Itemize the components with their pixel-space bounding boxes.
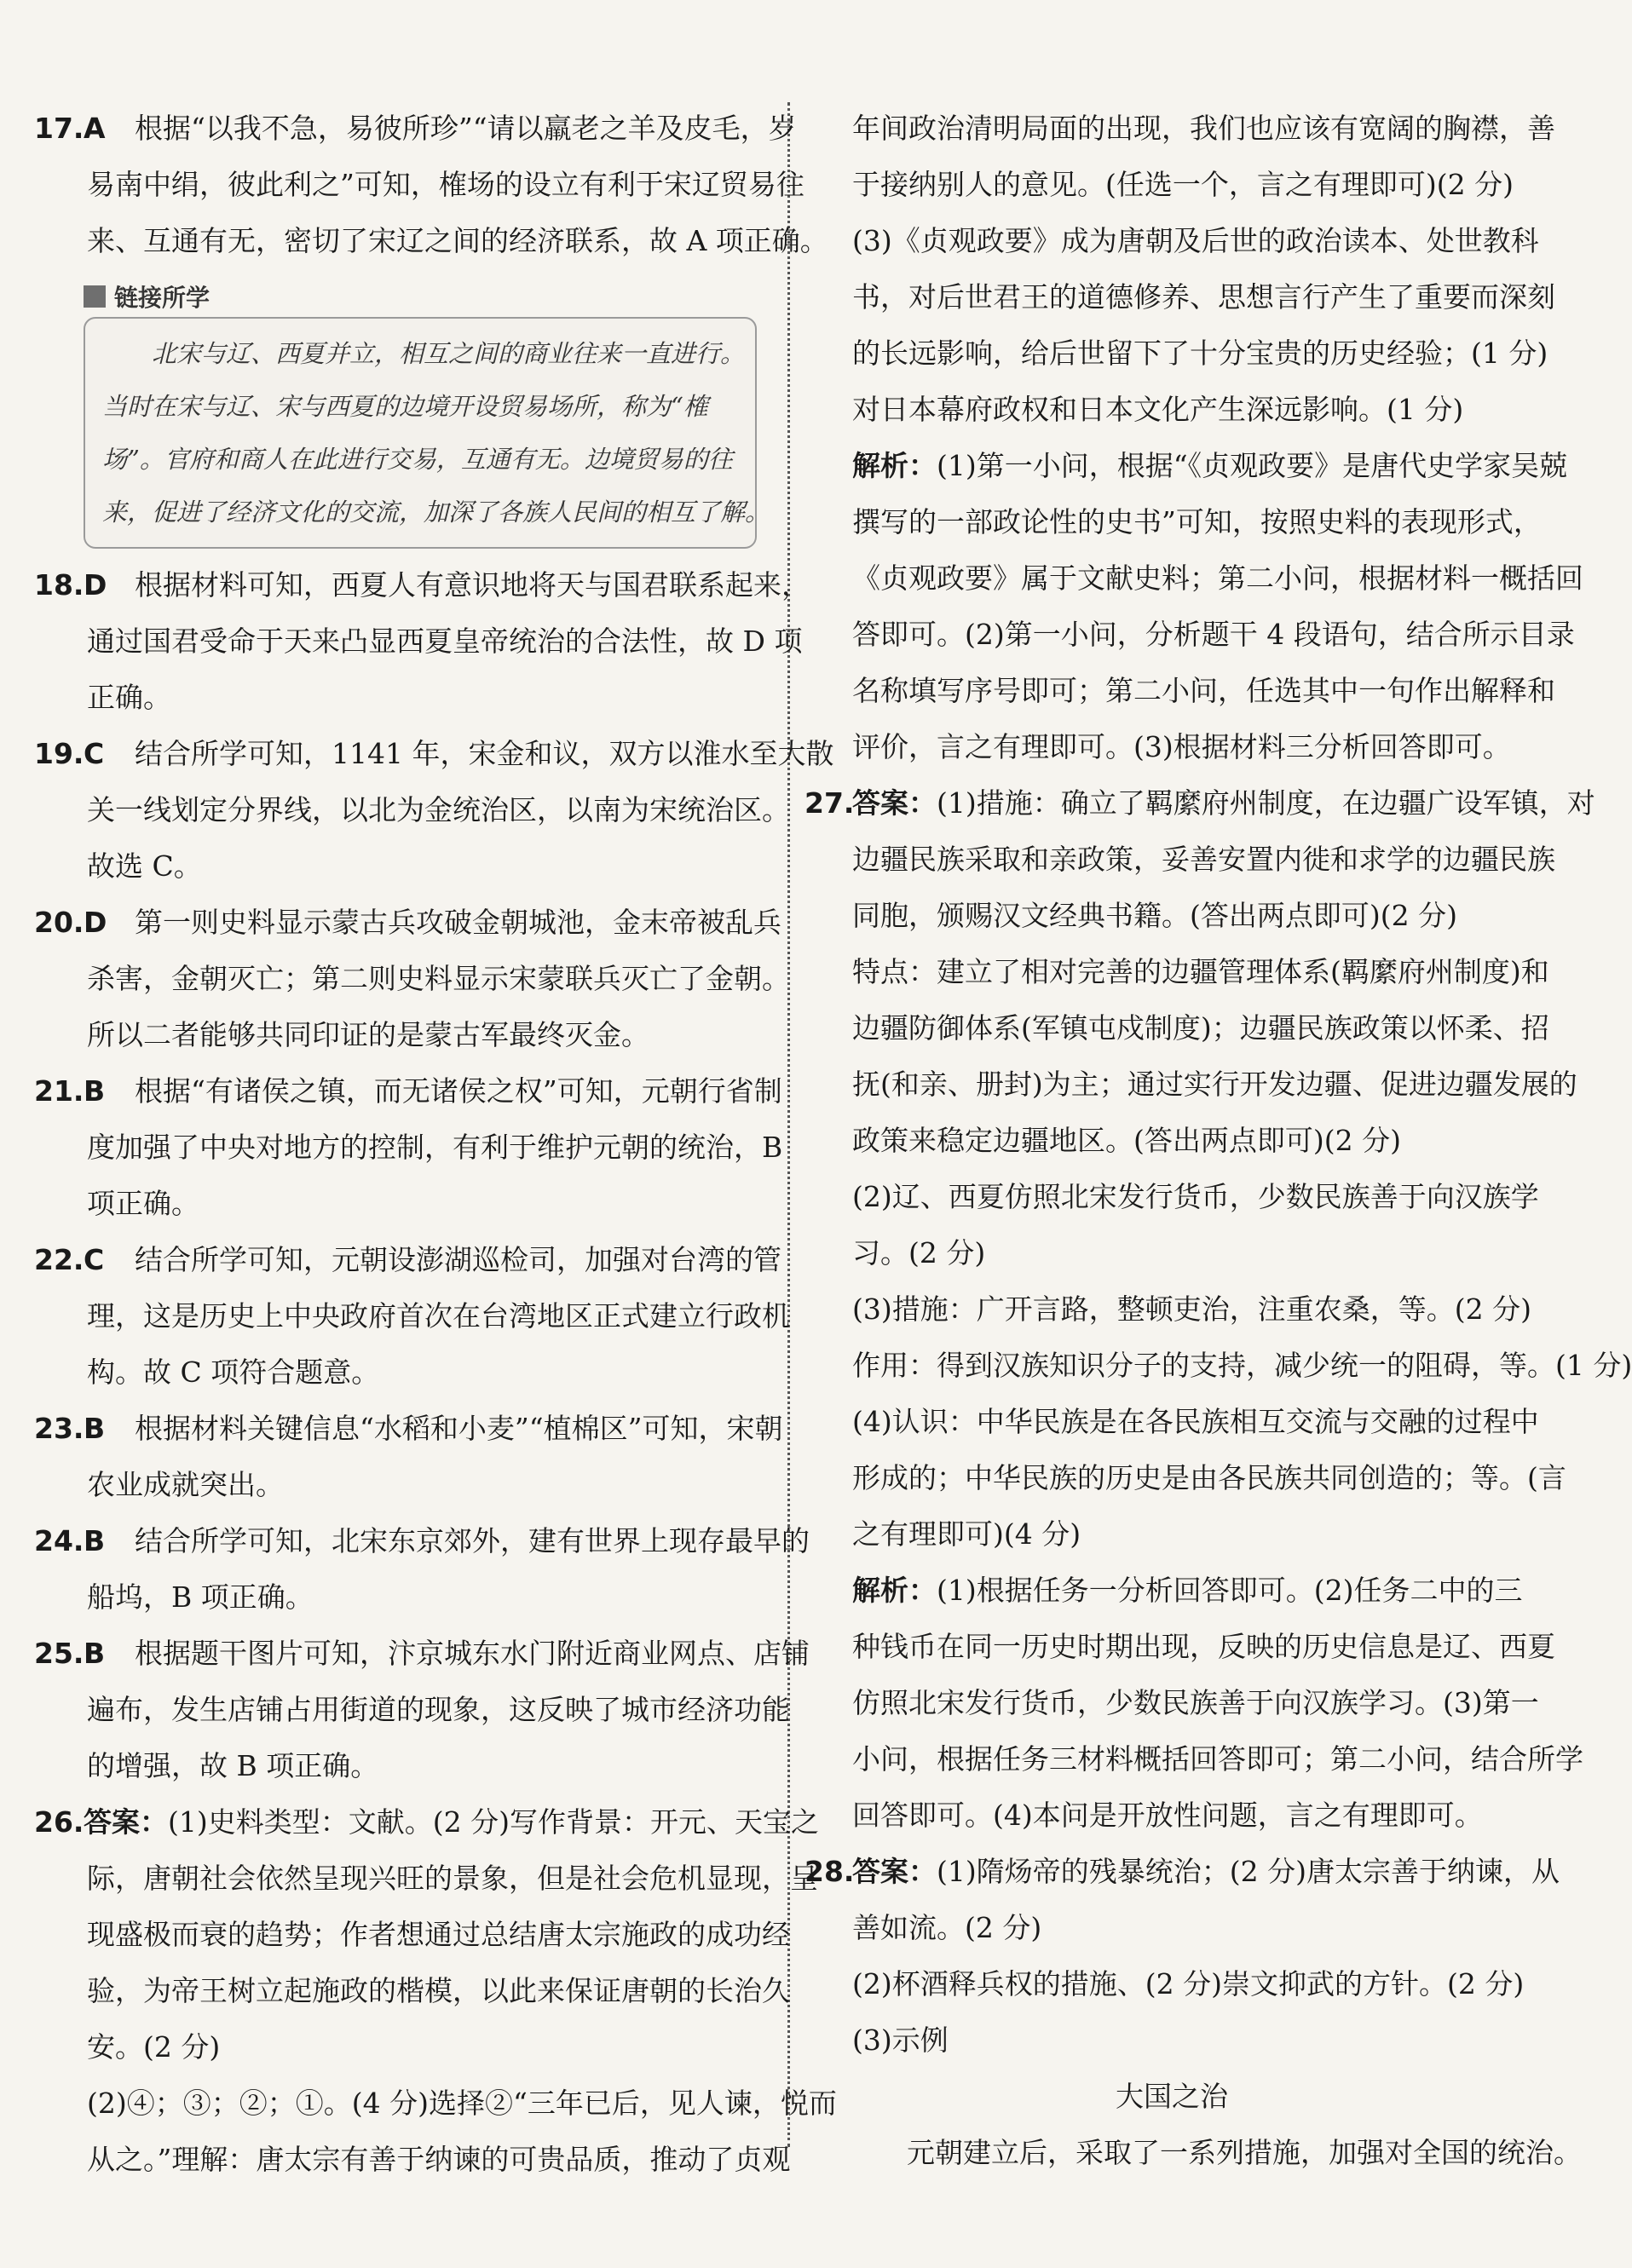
answer-text: (1)隋炀帝的残暴统治；(2 分)唐太宗善于纳谏，从 xyxy=(937,1855,1560,1888)
answer-line: 仿照北宋发行货币，少数民族善于向汉族学习。(3)第一 xyxy=(852,1686,1539,1719)
answer-line: 船坞，B 项正确。 xyxy=(87,1580,314,1614)
answer-line xyxy=(34,726,834,782)
answer-line: 际，唐朝社会依然呈现兴旺的景象，但是社会危机显现，呈 xyxy=(87,1862,818,1895)
answer-line xyxy=(34,1063,782,1120)
answer-line xyxy=(804,438,1568,494)
question-number: 19. xyxy=(34,737,84,770)
answer-text: 根据题干图片可知，汴京城东水门附近商业网点、店铺 xyxy=(135,1637,810,1670)
answer-option: A xyxy=(84,112,106,145)
question-number: 27. xyxy=(804,786,855,820)
answer-line: 来、互通有无，密切了宋辽之间的经济联系，故 A 项正确。 xyxy=(87,224,828,257)
box-line: 场”。官府和商人在此进行交易，互通有无。边境贸易的往 xyxy=(102,445,733,474)
answer-line: 回答即可。(4)本问是开放性问题，言之有理即可。 xyxy=(852,1799,1483,1832)
answer-24 xyxy=(34,1513,810,1626)
question-number: 20. xyxy=(34,906,84,939)
answer-line: 易南中绢，彼此利之”可知，榷场的设立有利于宋辽贸易往 xyxy=(87,168,804,201)
column-divider xyxy=(787,102,790,2147)
answer-25 xyxy=(34,1626,810,1794)
box-line: 当时在宋与辽、宋与西夏的边境开设贸易场所，称为“榷 xyxy=(102,392,708,421)
answer-20 xyxy=(34,895,790,1063)
question-number: 26. xyxy=(34,1805,84,1839)
answer-line: (3)措施：广开言路，整顿吏治，注重农桑，等。(2 分) xyxy=(852,1292,1531,1326)
answer-line xyxy=(804,1844,1560,1900)
answer-line: 正确。 xyxy=(87,681,171,714)
question-number: 21. xyxy=(34,1074,84,1108)
answer-line: 从之。”理解：唐太宗有善于纳谏的可贵品质，推动了贞观 xyxy=(87,2143,791,2176)
answer-line xyxy=(34,1626,810,1682)
answer-line: 名称填写序号即可；第二小问，任选其中一句作出解释和 xyxy=(852,674,1555,707)
answer-line: 杀害，金朝灭亡；第二则史料显示宋蒙联兵灭亡了金朝。 xyxy=(87,962,790,995)
answer-line: 种钱币在同一历史时期出现，反映的历史信息是辽、西夏 xyxy=(852,1630,1555,1663)
right-column xyxy=(804,101,1632,2181)
answer-option: B xyxy=(84,1412,106,1445)
answer-line xyxy=(804,1563,1539,1619)
answer-line xyxy=(34,1401,783,1457)
link-box-header xyxy=(84,278,769,315)
answer-line: (2)辽、西夏仿照北宋发行货币，少数民族善于向汉族学 xyxy=(852,1180,1539,1213)
question-number: 17. xyxy=(34,112,84,145)
answer-line: 现盛极而衰的趋势；作者想通过总结唐太宗施政的成功经 xyxy=(87,1918,790,1951)
answer-line xyxy=(34,1513,810,1569)
answer-text: 根据“以我不急，易彼所珍”“请以羸老之羊及皮毛，岁 xyxy=(135,112,797,145)
answer-line: 安。(2 分) xyxy=(87,2030,221,2064)
answer-line xyxy=(34,1794,819,1851)
answer-text: 根据“有诸侯之镇，而无诸侯之权”可知，元朝行省制 xyxy=(135,1074,782,1108)
answer-line: (2)杯酒释兵权的措施、(2 分)崇文抑武的方针。(2 分) xyxy=(852,1967,1525,2000)
answer-line: 理，这是历史上中央政府首次在台湾地区正式建立行政机 xyxy=(87,1299,790,1333)
answer-line: (2)④；③；②；①。(4 分)选择②“三年已后，见人谏，悦而 xyxy=(87,2087,837,2120)
bookmark-icon xyxy=(84,285,106,308)
answer-line: 之有理即可)(4 分) xyxy=(852,1517,1081,1551)
answer-line: 验，为帝王树立起施政的楷模，以此来保证唐朝的长治久 xyxy=(87,1974,790,2007)
answer-line: 构。故 C 项符合题意。 xyxy=(87,1356,380,1389)
answer-line: 边疆民族采取和亲政策，妥善安置内徙和求学的边疆民族 xyxy=(852,843,1555,876)
answer-label: 答案： xyxy=(852,1855,937,1888)
answer-line xyxy=(34,1232,781,1288)
answer-line: 遍布，发生店铺占用街道的现象，这反映了城市经济功能 xyxy=(87,1693,790,1726)
answer-line: 政策来稳定边疆地区。(答出两点即可)(2 分) xyxy=(852,1124,1401,1157)
analysis-text: (1)第一小问，根据“《贞观政要》是唐代史学家吴兢 xyxy=(937,449,1568,482)
answer-line xyxy=(34,101,797,157)
answer-option: B xyxy=(84,1637,106,1670)
box-line: 北宋与辽、西夏并立，相互之间的商业往来一直进行。 xyxy=(152,339,746,368)
answer-line: 通过国君受命于天来凸显西夏皇帝统治的合法性，故 D 项 xyxy=(87,625,803,658)
answer-text: 结合所学可知，北宋东京郊外，建有世界上现存最早的 xyxy=(135,1524,810,1557)
answer-line: 所以二者能够共同印证的是蒙古军最终灭金。 xyxy=(87,1018,649,1051)
answer-line: 农业成就突出。 xyxy=(87,1468,284,1501)
answer-option: B xyxy=(84,1524,106,1557)
essay-line: 元朝建立后，采取了一系列措施，加强对全国的统治。 xyxy=(907,2136,1582,2169)
answer-text: (1)史料类型：文献。(2 分)写作背景：开元、天宝之 xyxy=(168,1805,819,1839)
answer-line: 对日本幕府政权和日本文化产生深远影响。(1 分) xyxy=(852,393,1464,426)
answer-line: 于接纳别人的意见。(任选一个，言之有理即可)(2 分) xyxy=(852,168,1514,201)
answer-line xyxy=(34,895,781,951)
answer-label: 答案： xyxy=(852,786,937,820)
answer-23 xyxy=(34,1401,783,1513)
answer-line: 形成的；中华民族的历史是由各民族共同创造的；等。(言 xyxy=(852,1461,1566,1494)
answer-21 xyxy=(34,1063,783,1232)
answer-18 xyxy=(34,557,810,726)
answer-line: 习。(2 分) xyxy=(852,1236,986,1269)
answer-22 xyxy=(34,1232,790,1401)
answer-line: 善如流。(2 分) xyxy=(852,1911,1042,1944)
question-number: 18. xyxy=(34,568,84,602)
answer-text: 第一则史料显示蒙古兵攻破金朝城池，金末帝被乱兵 xyxy=(135,906,781,939)
essay-title: 大国之治 xyxy=(1116,2080,1228,2113)
answer-text: 结合所学可知，1141 年，宋金和议，双方以淮水至大散 xyxy=(135,737,834,770)
answer-line: 的增强，故 B 项正确。 xyxy=(87,1749,379,1782)
answer-line: 年间政治清明局面的出现，我们也应该有宽阔的胸襟，善 xyxy=(852,112,1555,145)
answer-option: D xyxy=(84,568,107,602)
question-number: 25. xyxy=(34,1637,84,1670)
answer-line: 撰写的一部政论性的史书”可知，按照史料的表现形式， xyxy=(852,505,1542,538)
question-number: 28. xyxy=(804,1855,855,1888)
answer-option: B xyxy=(84,1074,106,1108)
link-box-title: 链接所学 xyxy=(114,284,210,312)
answer-line: 抚(和亲、册封)为主；通过实行开发边疆、促进边疆发展的 xyxy=(852,1068,1577,1101)
question-number: 24. xyxy=(34,1524,84,1557)
answer-line: 的长远影响，给后世留下了十分宝贵的历史经验；(1 分) xyxy=(852,337,1548,370)
answer-line: 作用：得到汉族知识分子的支持，减少统一的阻碍，等。(1 分) xyxy=(852,1349,1632,1382)
question-number: 23. xyxy=(34,1412,84,1445)
answer-line: (3)示例 xyxy=(852,2023,949,2057)
answer-26-continued xyxy=(804,101,1583,775)
box-line: 来，促进了经济文化的交流，加深了各族人民间的相互了解。 xyxy=(102,498,770,527)
answer-option: C xyxy=(84,1243,105,1276)
answer-text: 根据材料关键信息“水稻和小麦”“植棉区”可知，宋朝 xyxy=(135,1412,783,1445)
answer-line: 度加强了中央对地方的控制，有利于维护元朝的统治，B xyxy=(87,1131,783,1164)
answer-27 xyxy=(804,775,1632,1844)
answer-17 xyxy=(34,101,828,269)
answer-line: 关一线划定分界线，以北为金统治区，以南为宋统治区。 xyxy=(87,793,790,826)
answer-28 xyxy=(804,1844,1582,2181)
answer-text: (1)措施：确立了羁縻府州制度，在边疆广设军镇，对 xyxy=(937,786,1595,820)
analysis-label: 解析： xyxy=(852,449,937,482)
question-number: 22. xyxy=(34,1243,84,1276)
answer-line: 特点：建立了相对完善的边疆管理体系(羁縻府州制度)和 xyxy=(852,955,1549,988)
answer-line xyxy=(34,557,810,613)
answer-text: 根据材料可知，西夏人有意识地将天与国君联系起来， xyxy=(135,568,810,602)
answer-line: (3)《贞观政要》成为唐朝及后世的政治读本、处世教科 xyxy=(852,224,1539,257)
answer-line: 答即可。(2)第一小问，分析题干 4 段语句，结合所示目录 xyxy=(852,618,1575,651)
analysis-label: 解析： xyxy=(852,1574,937,1607)
link-box xyxy=(84,317,770,549)
answer-line: 边疆防御体系(军镇屯戍制度)；边疆民族政策以怀柔、招 xyxy=(852,1011,1549,1045)
answer-text: 结合所学可知，元朝设澎湖巡检司，加强对台湾的管 xyxy=(135,1243,781,1276)
answer-line: 书，对后世君王的道德修养、思想言行产生了重要而深刻 xyxy=(852,280,1555,314)
answer-line: 《贞观政要》属于文献史料；第二小问，根据材料一概括回 xyxy=(852,561,1583,595)
answer-line: 评价，言之有理即可。(3)根据材料三分析回答即可。 xyxy=(852,730,1511,763)
answer-line: (4)认识：中华民族是在各民族相互交流与交融的过程中 xyxy=(852,1405,1539,1438)
answer-line: 项正确。 xyxy=(87,1187,199,1220)
analysis-text: (1)根据任务一分析回答即可。(2)任务二中的三 xyxy=(937,1574,1523,1607)
answer-label: 答案： xyxy=(84,1805,168,1839)
answer-line: 故选 C。 xyxy=(87,849,202,883)
answer-line: 小问，根据任务三材料概括回答即可；第二小问，结合所学 xyxy=(852,1742,1583,1776)
answer-option: C xyxy=(84,737,105,770)
answer-option: D xyxy=(84,906,107,939)
answer-line xyxy=(804,775,1595,832)
answer-line: 同胞，颁赐汉文经典书籍。(答出两点即可)(2 分) xyxy=(852,899,1457,932)
